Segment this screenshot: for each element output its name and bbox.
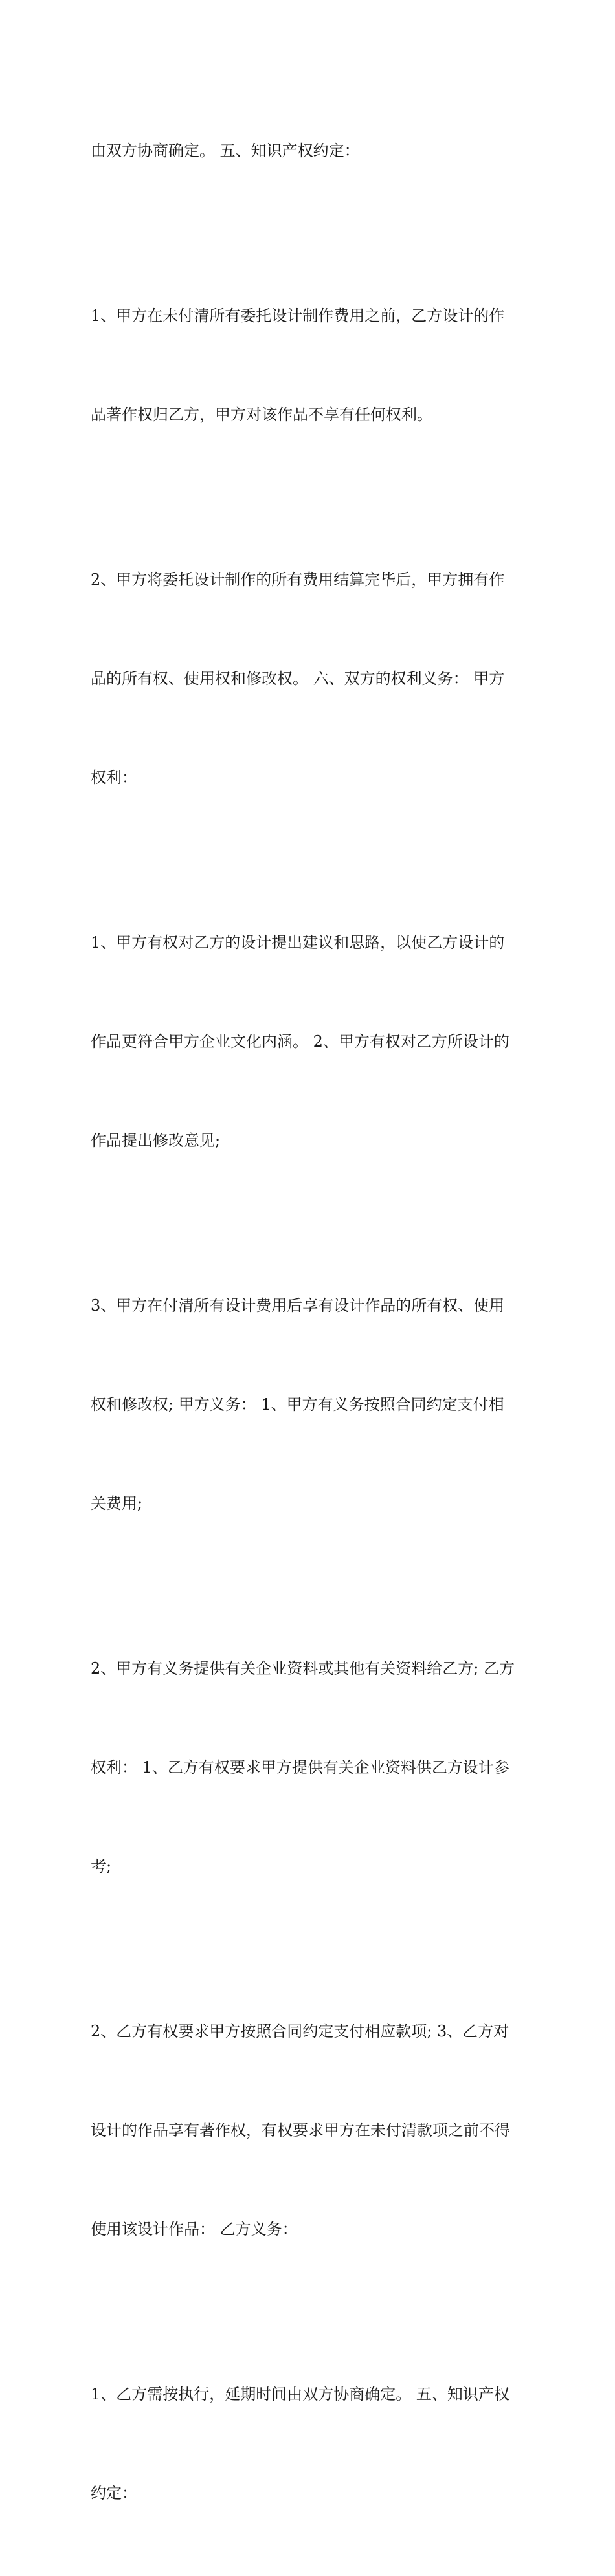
text-line: 2、甲方有义务提供有关企业资料或其他有关资料给乙方; 乙方 bbox=[91, 1659, 515, 1677]
text-line: 1、乙方需按执行，延期时间由双方协商确定。 五、知识产权 bbox=[91, 2385, 509, 2403]
text-line: 权和修改权; 甲方义务： 1、甲方有义务按照合同约定支付相 bbox=[91, 1395, 504, 1414]
text-line: 约定： bbox=[91, 2484, 137, 2502]
paragraph-5 bbox=[91, 1223, 531, 1586]
paragraph-2 bbox=[91, 234, 531, 497]
text-line: 设计的作品享有著作权，有权要求甲方在未付清款项之前不得 bbox=[91, 2121, 510, 2139]
text-line: 权利： 1、乙方有权要求甲方提供有关企业资料供乙方设计参 bbox=[91, 1758, 509, 1776]
text-line: 1、甲方有权对乙方的设计提出建议和思路，以使乙方设计的 bbox=[91, 933, 505, 952]
paragraph-6 bbox=[91, 1586, 531, 1949]
text-line: 作品提出修改意见; bbox=[91, 1131, 221, 1150]
text-line: 1、甲方在未付清所有委托设计制作费用之前，乙方设计的作 bbox=[91, 307, 505, 325]
text-line: 使用该设计作品： 乙方义务： bbox=[91, 2220, 298, 2238]
text-line: 关费用; bbox=[91, 1494, 143, 1512]
text-line: 2、甲方将委托设计制作的所有费用结算完毕后，甲方拥有作 bbox=[91, 571, 505, 589]
text-line: 考; bbox=[91, 1857, 112, 1875]
document-body bbox=[91, 69, 531, 2576]
text-line: 作品更符合甲方企业文化内涵。 2、甲方有权对乙方所设计的 bbox=[91, 1032, 509, 1051]
paragraph-4 bbox=[91, 860, 531, 1223]
text-line: 权利： bbox=[91, 769, 137, 787]
paragraph-3 bbox=[91, 497, 531, 860]
paragraph-8 bbox=[91, 2312, 531, 2576]
paragraph-7 bbox=[91, 1949, 531, 2312]
text-line: 由双方协商确定。 五、知识产权约定： bbox=[91, 142, 360, 160]
text-line: 品的所有权、使用权和修改权。 六、双方的权利义务： 甲方 bbox=[91, 670, 505, 688]
paragraph-1 bbox=[91, 69, 531, 234]
text-line: 品著作权归乙方，甲方对该作品不享有任何权利。 bbox=[91, 406, 432, 424]
text-line: 2、乙方有权要求甲方按照合同约定支付相应款项; 3、乙方对 bbox=[91, 2022, 509, 2040]
text-line: 3、甲方在付清所有设计费用后享有设计作品的所有权、使用 bbox=[91, 1296, 505, 1315]
